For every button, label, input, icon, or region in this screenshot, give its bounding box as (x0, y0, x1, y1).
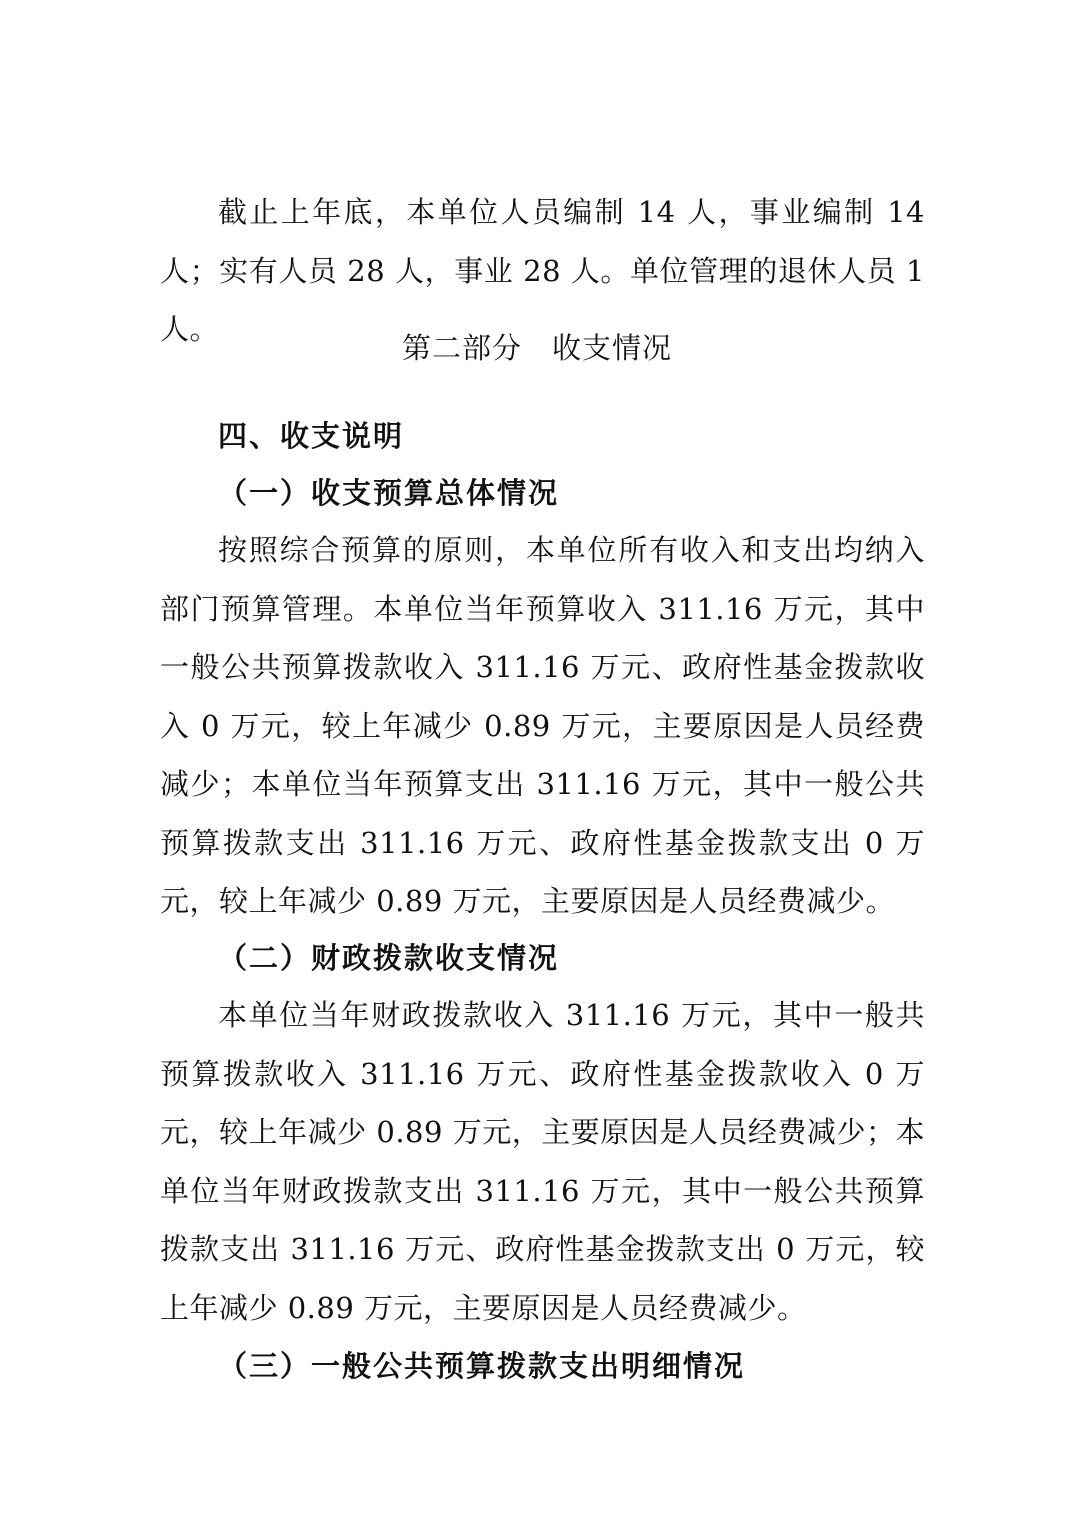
intro-paragraph: 截止上年底，本单位人员编制 14 人，事业编制 14 人；实有人员 28 人，事业 28 人。单位管理的退休人员 1 人。 (160, 195, 925, 346)
subsection-heading-1: （一）收支预算总体情况 (218, 476, 560, 510)
subsection-heading-2: （二）财政拨款收支情况 (218, 941, 560, 975)
subsection-heading-3: （三）一般公共预算拨款支出明细情况 (218, 1349, 746, 1383)
part-title: 第二部分 收支情况 (401, 331, 672, 365)
subsection-body-1: 按照综合预算的原则，本单位所有收入和支出均纳入部门预算管理。本单位当年预算收入 311.16 万元，其中一般公共预算拨款收入 311.16 万元、政府性基金拨款收入 0 万元，较上年减少 0.89 万元，主要原因是人员经费减少；本单位当年预算支出 311.16 万元，其中一般公共预算拨款支出 311.16 万元、政府性基金拨款支出 0 万元，较上年减少 0.89 万元，主要原因是人员经费减少。 (160, 533, 925, 918)
section-heading: 四、收支说明 (218, 419, 405, 453)
subsection-body-2: 本单位当年财政拨款收入 311.16 万元，其中一般共预算拨款收入 311.16 万元、政府性基金拨款收入 0 万元，较上年减少 0.89 万元，主要原因是人员经费减少；本单位当年财政拨款支出 311.16 万元，其中一般公共预算拨款支出 311.16 万元、政府性基金拨款支出 0 万元，较上年减少 0.89 万元，主要原因是人员经费减少。 (160, 998, 925, 1325)
